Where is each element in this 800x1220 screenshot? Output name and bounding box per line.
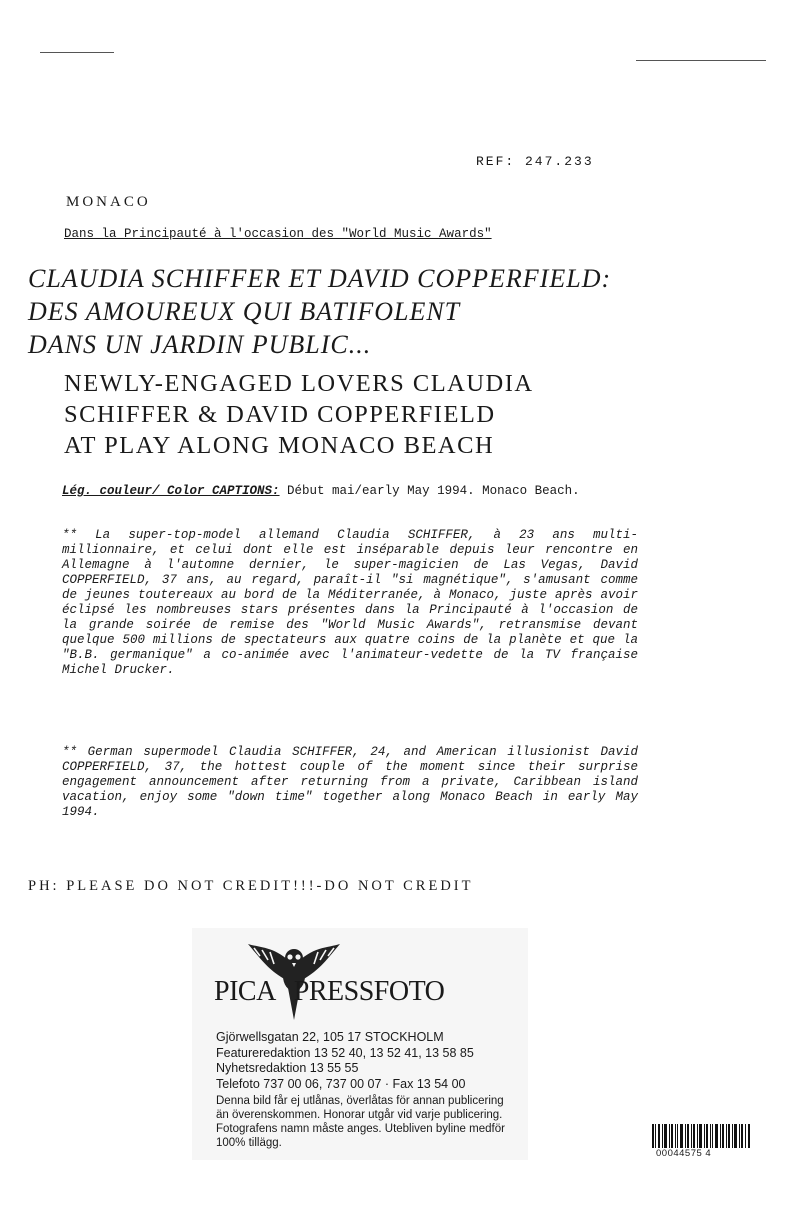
credit-notice: PH: PLEASE DO NOT CREDIT!!!-DO NOT CREDIT (28, 878, 474, 894)
english-headline-line: AT PLAY ALONG MONACO BEACH (64, 432, 495, 459)
top-left-rule (40, 52, 114, 53)
address-line: Telefoto 737 00 06, 737 00 07 · Fax 13 54 00 (216, 1076, 466, 1091)
agency-address (216, 1030, 474, 1092)
top-right-rule (636, 60, 766, 61)
agency-brand (214, 976, 444, 1008)
agency-stamp (192, 928, 528, 1160)
barcode-icon (652, 1124, 752, 1148)
english-headline-line: SCHIFFER & DAVID COPPERFIELD (64, 401, 496, 428)
french-headline-line: DES AMOUREUX QUI BATIFOLENT (28, 297, 461, 326)
address-line: Featureredaktion 13 52 40, 13 52 41, 13 58 85 (216, 1045, 474, 1060)
french-paragraph: ** La super-top-model allemand Claudia SCHIFFER, à 23 ans multi-millionnaire, et celui dont elle est inséparable depuis leur rencontre en Allemagne à l'automne dernier, le super-magicien de Las Vegas, David COPPERFIELD, 37 ans, au regard, paraît-il "si magnétique", s'amusant comme de jeunes toutereaux au bord de la Méditerranée, à Monaco, juste après avoir éclipsé les nombreuses stars présentes dans la Principauté à l'occasion de la grande soirée de remise des "World Music Awards", retransmise devant quelque 500 millions de spectateurs aux quatre coins de la planète et que la "B.B. germanique" a co-animée avec l'animateur-vedette de la TV française Michel Drucker. (62, 528, 638, 677)
brand-name-left: PICA (214, 976, 276, 1007)
caption-line (62, 484, 642, 499)
french-headline-line: CLAUDIA SCHIFFER ET DAVID COPPERFIELD: (28, 264, 612, 293)
address-line: Nyhetsredaktion 13 55 55 (216, 1061, 359, 1075)
barcode-number: 00044575 4 (656, 1148, 712, 1159)
brand-name-right: PRESSFOTO (293, 976, 445, 1007)
caption-label: Lég. couleur/ Color CAPTIONS: (62, 484, 280, 498)
subheading: Dans la Principauté à l'occasion des "World Music Awards" (64, 227, 492, 241)
english-headline-line: NEWLY-ENGAGED LOVERS CLAUDIA (64, 370, 534, 397)
french-headline-line: DANS UN JARDIN PUBLIC... (28, 330, 372, 359)
usage-notice: Denna bild får ej utlånas, överlåtas för annan publicering än överenskommen. Honorar utgår vid varje publicering. Fotografens namn måste anges. Utebliven byline medför 100% tillägg. (216, 1095, 505, 1149)
reference-number: REF: 247.233 (476, 154, 594, 169)
address-line: Gjörwellsgatan 22, 105 17 STOCKHOLM (216, 1030, 444, 1044)
barcode-label (646, 1122, 758, 1162)
english-paragraph: ** German supermodel Claudia SCHIFFER, 24, and American illusionist David COPPERFIELD, 37, the hottest couple of the moment since their surprise engagement announcement after returning from a private, Caribbean island vacation, enjoy some "down time" together along Monaco Beach in early May 1994. (62, 745, 638, 819)
english-headline (64, 368, 534, 461)
caption-text: Début mai/early May 1994. Monaco Beach. (279, 484, 580, 498)
french-headline (28, 262, 718, 361)
dateline: MONACO (66, 194, 151, 210)
